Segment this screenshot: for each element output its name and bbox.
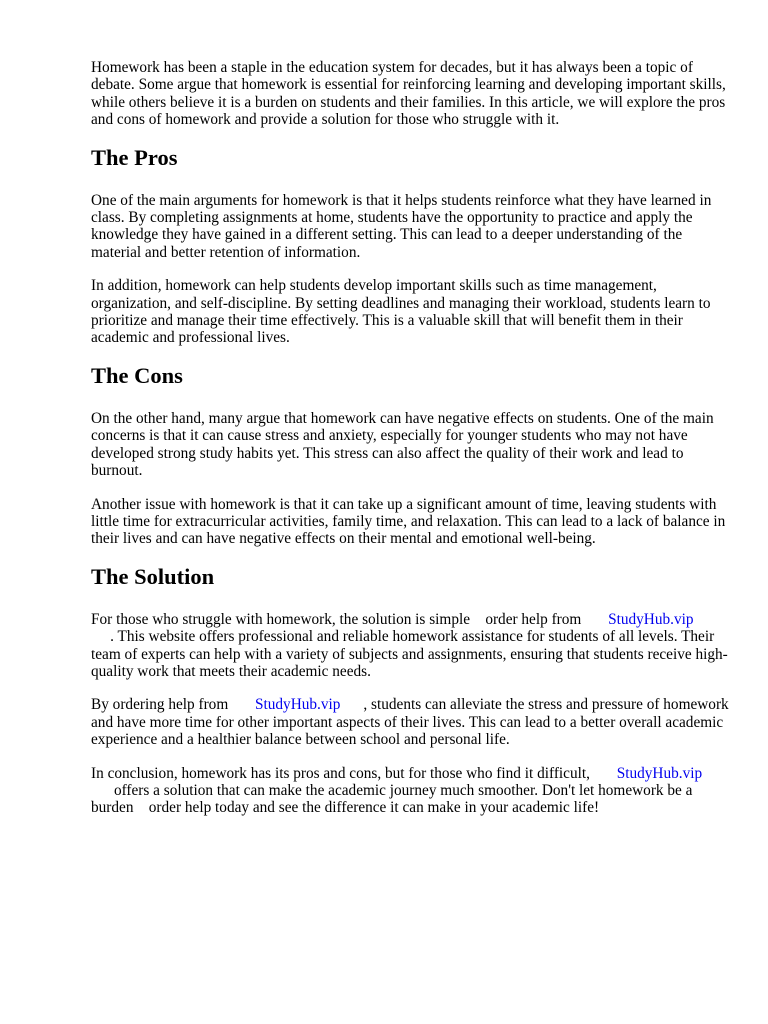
solution-paragraph-1 <box>91 611 731 681</box>
studyhub-link-2[interactable]: StudyHub.vip <box>255 696 341 714</box>
solution-p3-text-before: In conclusion, homework has its pros and cons, but for those who find it difficult, <box>91 764 590 782</box>
solution-paragraph-3 <box>91 765 731 817</box>
solution-p2-text-after: , students can alleviate the stress and pressure of homework and have more time for other important aspects of their lives. This can lead to a better overall academic experience and a healthier balance between school and personal life. <box>91 696 729 749</box>
pros-heading: The Pros <box>91 144 178 170</box>
pros-paragraph-2: In addition, homework can help students develop important skills such as time management, organization, and self-discipline. By setting deadlines and managing their workload, students learn to prioritize and manage their time effectively. This is a valuable skill that will benefit them in their academic and professional lives. <box>91 277 711 347</box>
cons-heading: The Cons <box>91 362 183 388</box>
document-page <box>91 59 731 833</box>
cons-paragraph-2: Another issue with homework is that it can take up a significant amount of time, leaving students with little time for extracurricular activities, family time, and relaxation. This can lead to a lack of balance in their lives and can have negative effects on their mental and emotional well-being. <box>91 495 726 548</box>
solution-paragraph-2 <box>91 696 731 748</box>
solution-p1-text-before: For those who struggle with homework, the solution is simple <box>91 610 471 628</box>
intro-paragraph: Homework has been a staple in the education system for decades, but it has always been a topic of debate. Some argue that homework is essential for reinforcing learning and developing important skills, while others believe it is a burden on students and their families. In this article, we will explore the pros and cons of homework and provide a solution for those who struggle with it. <box>91 59 726 129</box>
studyhub-link-3[interactable]: StudyHub.vip <box>616 764 703 782</box>
cons-paragraph-1: On the other hand, many argue that homework can have negative effects on students. One of the main concerns is that it can cause stress and anxiety, especially for younger students who may not have developed strong study habits yet. This stress can also affect the quality of their work and lead to burnout. <box>91 409 714 480</box>
solution-p1-text-after: . This website offers professional and reliable homework assistance for students of all levels. Their team of experts can help with a variety of subjects and assignments, ensuring that students receive high-quality work that meets their academic needs. <box>91 628 728 680</box>
solution-p1-text-middle: order help from <box>485 610 582 628</box>
solution-heading: The Solution <box>91 563 215 589</box>
pros-paragraph-1: One of the main arguments for homework is that it helps students reinforce what they have learned in class. By completing assignments at home, students have the opportunity to practice and apply the knowledge they have gained in a different setting. This can lead to a deeper understanding of the material and better retention of information. <box>91 191 712 261</box>
solution-p3-text-after: order help today and see the difference it can make in your academic life! <box>148 799 600 817</box>
solution-p3-text-middle: offers a solution that can make the academic journey much smoother. Don't let homework be a burden <box>91 781 693 817</box>
solution-p2-text-before: By ordering help from <box>91 696 229 714</box>
studyhub-link-1[interactable]: StudyHub.vip <box>608 610 694 628</box>
